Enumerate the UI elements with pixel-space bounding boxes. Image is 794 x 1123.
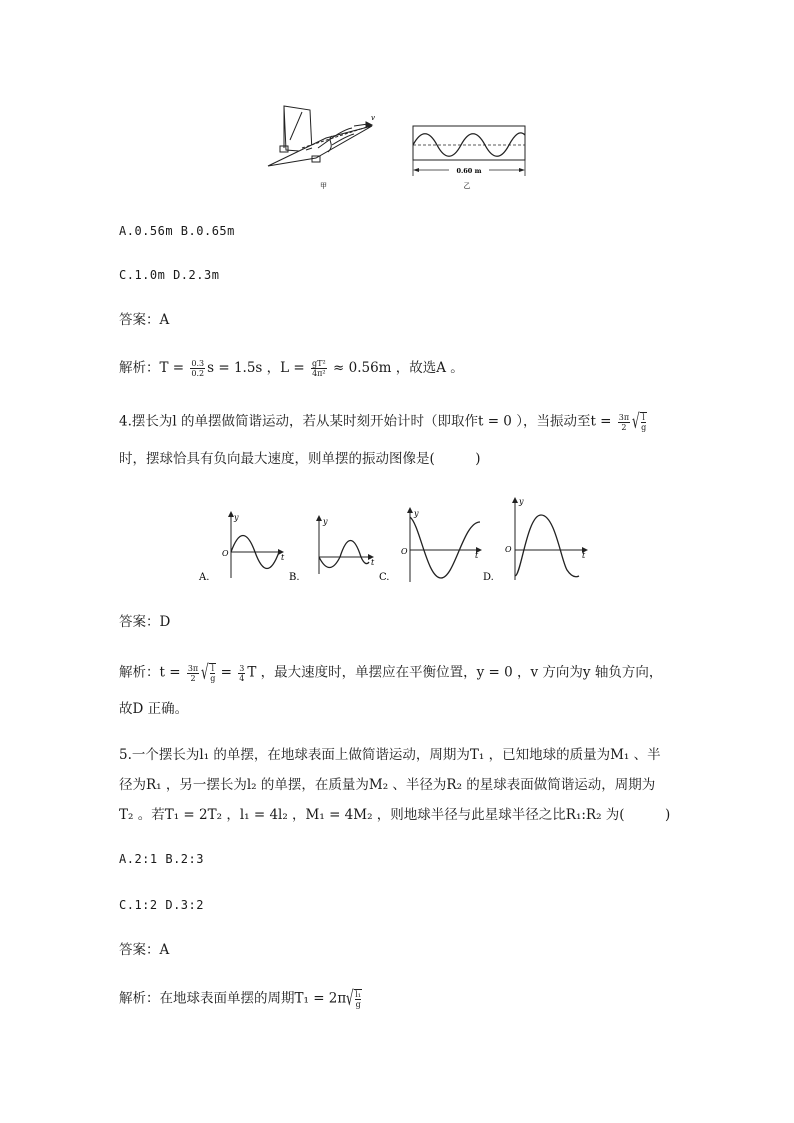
q4-stem-line2: 时，摆球恰具有负向最大速度，则单摆的振动图像是( ): [119, 451, 481, 467]
q4-analysis-eq: =: [220, 664, 232, 681]
graph-c-label: C.: [379, 572, 390, 583]
q3-fraction-period: $\frac{0.3}{0.2}$: [191, 359, 205, 378]
q4-stem-fraction: $\frac{3\pi}{2}$: [618, 412, 630, 432]
graph-c-origin: O: [401, 547, 408, 556]
q5-options-ab: A.2:1 B.2:3: [119, 852, 204, 866]
q4-analysis-prefix: 解析：t =: [119, 664, 181, 681]
figure-jia: [268, 106, 372, 166]
q3-analysis: [119, 359, 464, 378]
sand-pendulum-diagram: [262, 100, 532, 195]
graph-d-label: D.: [483, 572, 494, 583]
graph-b-label: B.: [289, 572, 300, 583]
figure-jia-yi: [262, 100, 532, 195]
q5-answer: 答案：A: [119, 942, 170, 958]
graph-c: [410, 508, 481, 582]
graph-b-t: t: [371, 558, 375, 567]
graph-a-origin: O: [222, 549, 229, 558]
velocity-label: v: [371, 114, 375, 122]
q4-analysis-fraction: $\frac{3\pi}{2}$: [187, 663, 199, 683]
graph-d-y: y: [519, 497, 524, 506]
q4-analysis-fraction2: $\frac{3}{4}$: [239, 663, 245, 683]
q5-analysis: [119, 986, 362, 1010]
q4-stem-sqrt: √ $\frac{l}{g}$: [632, 409, 647, 433]
q4-analysis-line1: [119, 660, 663, 684]
q4-analysis-line2: 故D 正确。: [119, 701, 189, 717]
label-jia: 甲: [320, 182, 327, 190]
q5-analysis-prefix: 解析：在地球表面单摆的周期T₁ = 2π: [119, 990, 347, 1007]
q3-options-cd: C.1.0m D.2.3m: [119, 268, 220, 282]
q4-stem-line1: [119, 409, 647, 433]
q4-graphs: [195, 490, 605, 590]
q3-fraction-length: $\frac{\text{gT²}}{\text{4π²}}$: [312, 359, 326, 378]
graph-d-t: t: [582, 551, 586, 560]
graph-c-t: t: [475, 551, 479, 560]
graph-a-y: y: [234, 513, 239, 522]
graph-a-label: A.: [199, 572, 210, 583]
label-yi: 乙: [463, 182, 471, 190]
q3-analysis-prefix: 解析：T =: [119, 360, 185, 376]
q4-answer: 答案：D: [119, 614, 171, 630]
q3-answer: 答案：A: [119, 312, 170, 328]
q5-stem-line3: T₂ 。若T₁ = 2T₂ ，l₁ = 4l₂ ，M₁ = 4M₂ ，则地球半径与此星球半径之比R₁:R₂ 为( ): [119, 807, 671, 823]
q4-analysis-sqrt: √ $\frac{l}{g}$: [201, 660, 216, 684]
q3-analysis-tail: ≈ 0.56m ，故选A 。: [333, 360, 464, 376]
q3-analysis-mid: s = 1.5s ，L =: [207, 360, 305, 376]
graph-c-y: y: [414, 509, 419, 518]
graph-a: [231, 512, 283, 578]
q5-analysis-sqrt: √ $\frac{\text{l₁}}{g}$: [346, 986, 362, 1010]
graph-d-origin: O: [505, 545, 512, 554]
q4-stem-text: 4.摆长为l 的单摆做简谐运动，若从某时刻开始计时（即取作t = 0 ），当振动至t =: [119, 413, 612, 430]
q3-options-ab: A.0.56m B.0.65m: [119, 224, 235, 238]
graph-a-t: t: [281, 553, 285, 562]
measure-label: 0.60 m: [456, 167, 482, 175]
q5-stem-line2: 径为R₁ ，另一摆长为l₂ 的单摆，在质量为M₂ 、半径为R₂ 的星球表面做简谐运动，周期为: [119, 777, 656, 793]
q5-options-cd: C.1:2 D.3:2: [119, 898, 204, 912]
q5-stem-line1: 5.一个摆长为l₁ 的单摆，在地球表面上做简谐运动，周期为T₁ ，已知地球的质量为M₁ 、半: [119, 747, 661, 763]
graph-d: [515, 498, 587, 580]
q4-analysis-tail: T ，最大速度时，单摆应在平衡位置，y = 0 ，v 方向为y 轴负方向，: [247, 664, 663, 681]
graph-b-y: y: [323, 517, 328, 526]
